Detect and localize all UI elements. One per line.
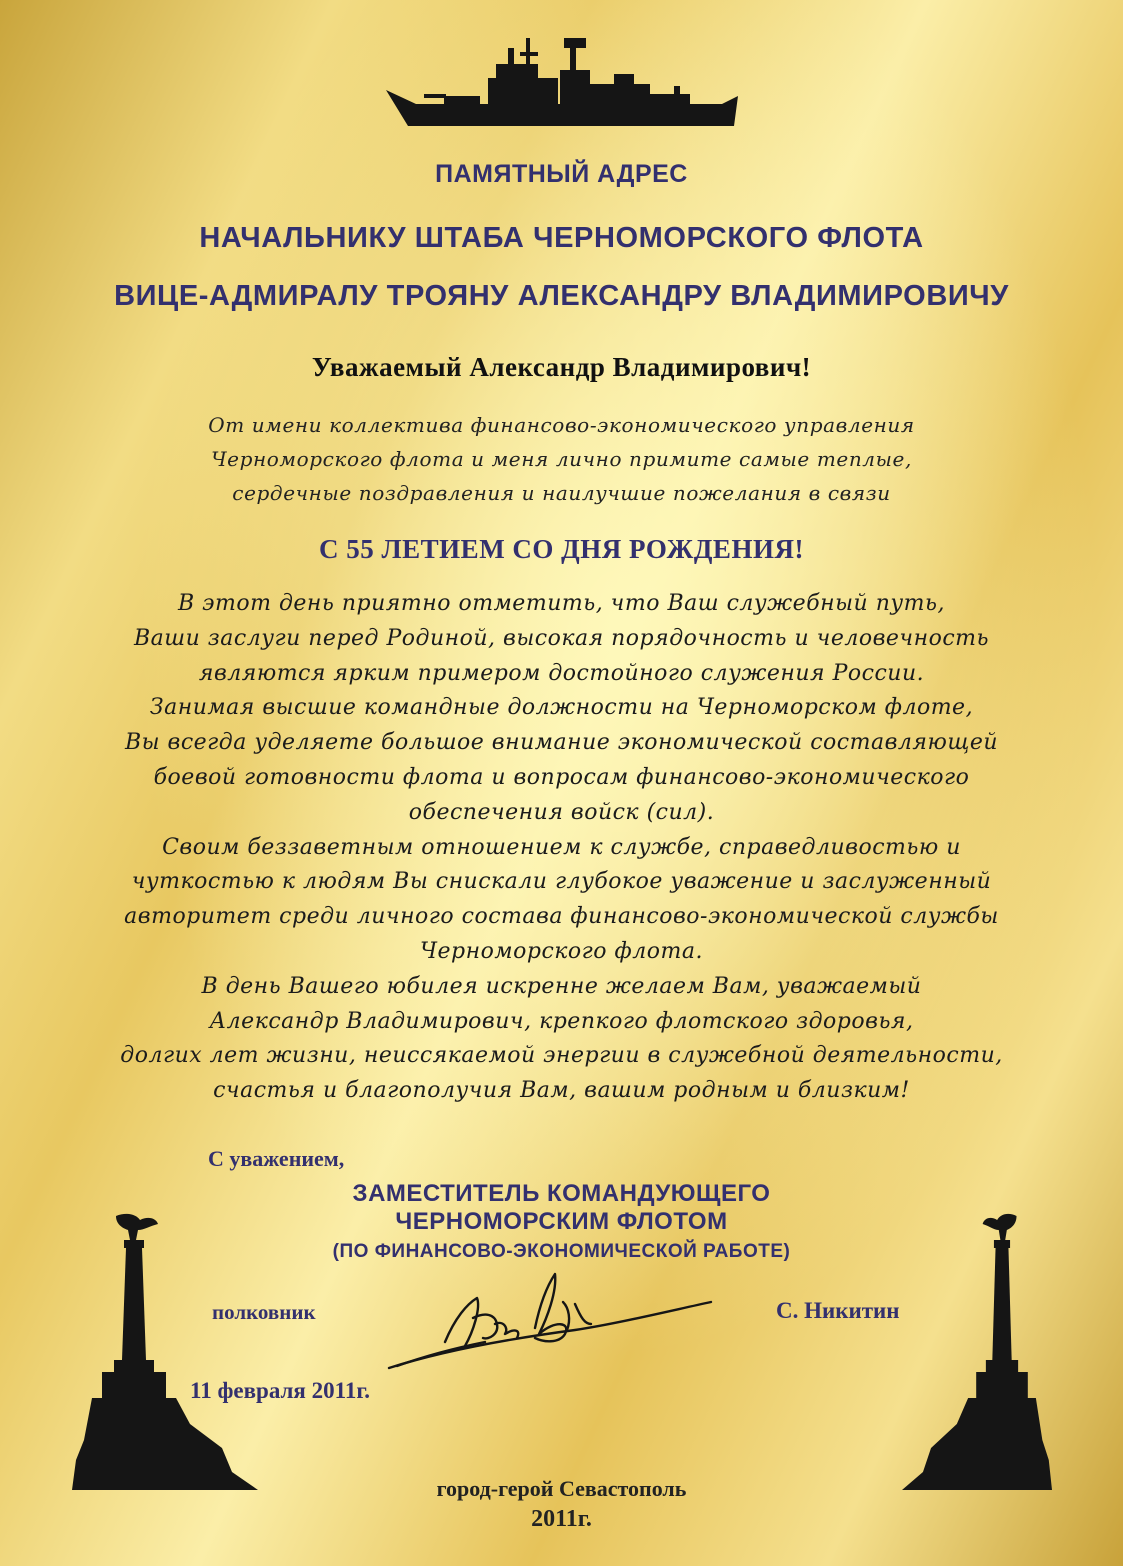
jubilee-heading: С 55 ЛЕТИЕМ СО ДНЯ РОЖДЕНИЯ! <box>319 534 804 564</box>
body-paragraph <box>0 587 1123 1109</box>
monument-icon <box>902 1210 1052 1490</box>
document-label: ПАМЯТНЫЙ АДРЕС <box>435 160 688 188</box>
body-line: Ваши заслуги перед Родиной, высокая порядочность и человечность <box>133 625 989 651</box>
recipient-name: ВИЦЕ-АДМИРАЛУ ТРОЯНУ АЛЕКСАНДРУ ВЛАДИМИРОВИЧУ <box>114 280 1009 312</box>
post-line: ЧЕРНОМОРСКИМ ФЛОТОМ <box>395 1208 728 1235</box>
intro-line: Черноморского флота и меня лично примите самые теплые, <box>211 447 912 471</box>
signatory-name: С. Никитин <box>776 1298 900 1323</box>
body-line: Черноморского флота. <box>420 938 703 964</box>
body-line: являются ярким примером достойного служения России. <box>198 660 925 686</box>
city: город-герой Севастополь <box>436 1476 687 1501</box>
body-line: Александр Владимирович, крепкого флотского здоровья, <box>209 1008 914 1034</box>
body-line: счастья и благополучия Вам, вашим родным и близким! <box>213 1078 910 1104</box>
body-line: долгих лет жизни, неиссякаемой энергии в служебной деятельности, <box>120 1043 1003 1069</box>
body-line: обеспечения войск (сил). <box>408 799 715 825</box>
footer-year: 2011г. <box>531 1506 592 1532</box>
body-line: В день Вашего юбилея искренне желаем Вам, уважаемый <box>201 973 922 999</box>
body-line: Вы всегда уделяете большое внимание экономической составляющей <box>124 730 999 756</box>
body-line: боевой готовности флота и вопросам финансово-экономического <box>153 764 970 790</box>
document-date: 11 февраля 2011г. <box>190 1378 370 1403</box>
intro-paragraph <box>0 408 1123 510</box>
monument-icon <box>72 1210 258 1490</box>
warship-icon <box>384 34 740 132</box>
intro-line: От имени коллектива финансово-экономического управления <box>208 413 915 437</box>
body-line: В этот день приятно отметить, что Ваш служебный путь, <box>178 591 945 616</box>
post-line: (ПО ФИНАНСОВО-ЭКОНОМИЧЕСКОЙ РАБОТЕ) <box>332 1241 791 1262</box>
intro-line: сердечные поздравления и наилучшие пожелания в связи <box>232 481 891 505</box>
body-line: Своим беззаветным отношением к службе, справедливостью и <box>162 834 961 860</box>
greeting: Уважаемый Александр Владимирович! <box>311 352 812 382</box>
rank: полковник <box>212 1300 316 1324</box>
recipient-post: НАЧАЛЬНИКУ ШТАБА ЧЕРНОМОРСКОГО ФЛОТА <box>199 222 924 254</box>
closing: С уважением, <box>208 1146 345 1171</box>
handwritten-signature <box>385 1268 715 1378</box>
post-line: ЗАМЕСТИТЕЛЬ КОМАНДУЮЩЕГО <box>352 1180 771 1207</box>
body-line: авторитет среди личного состава финансово-экономической службы <box>124 904 999 930</box>
body-line: чуткостью к людям Вы снискали глубокое уважение и заслуженный <box>131 869 992 895</box>
body-line: Занимая высшие командные должности на Черноморском флоте, <box>149 695 974 721</box>
